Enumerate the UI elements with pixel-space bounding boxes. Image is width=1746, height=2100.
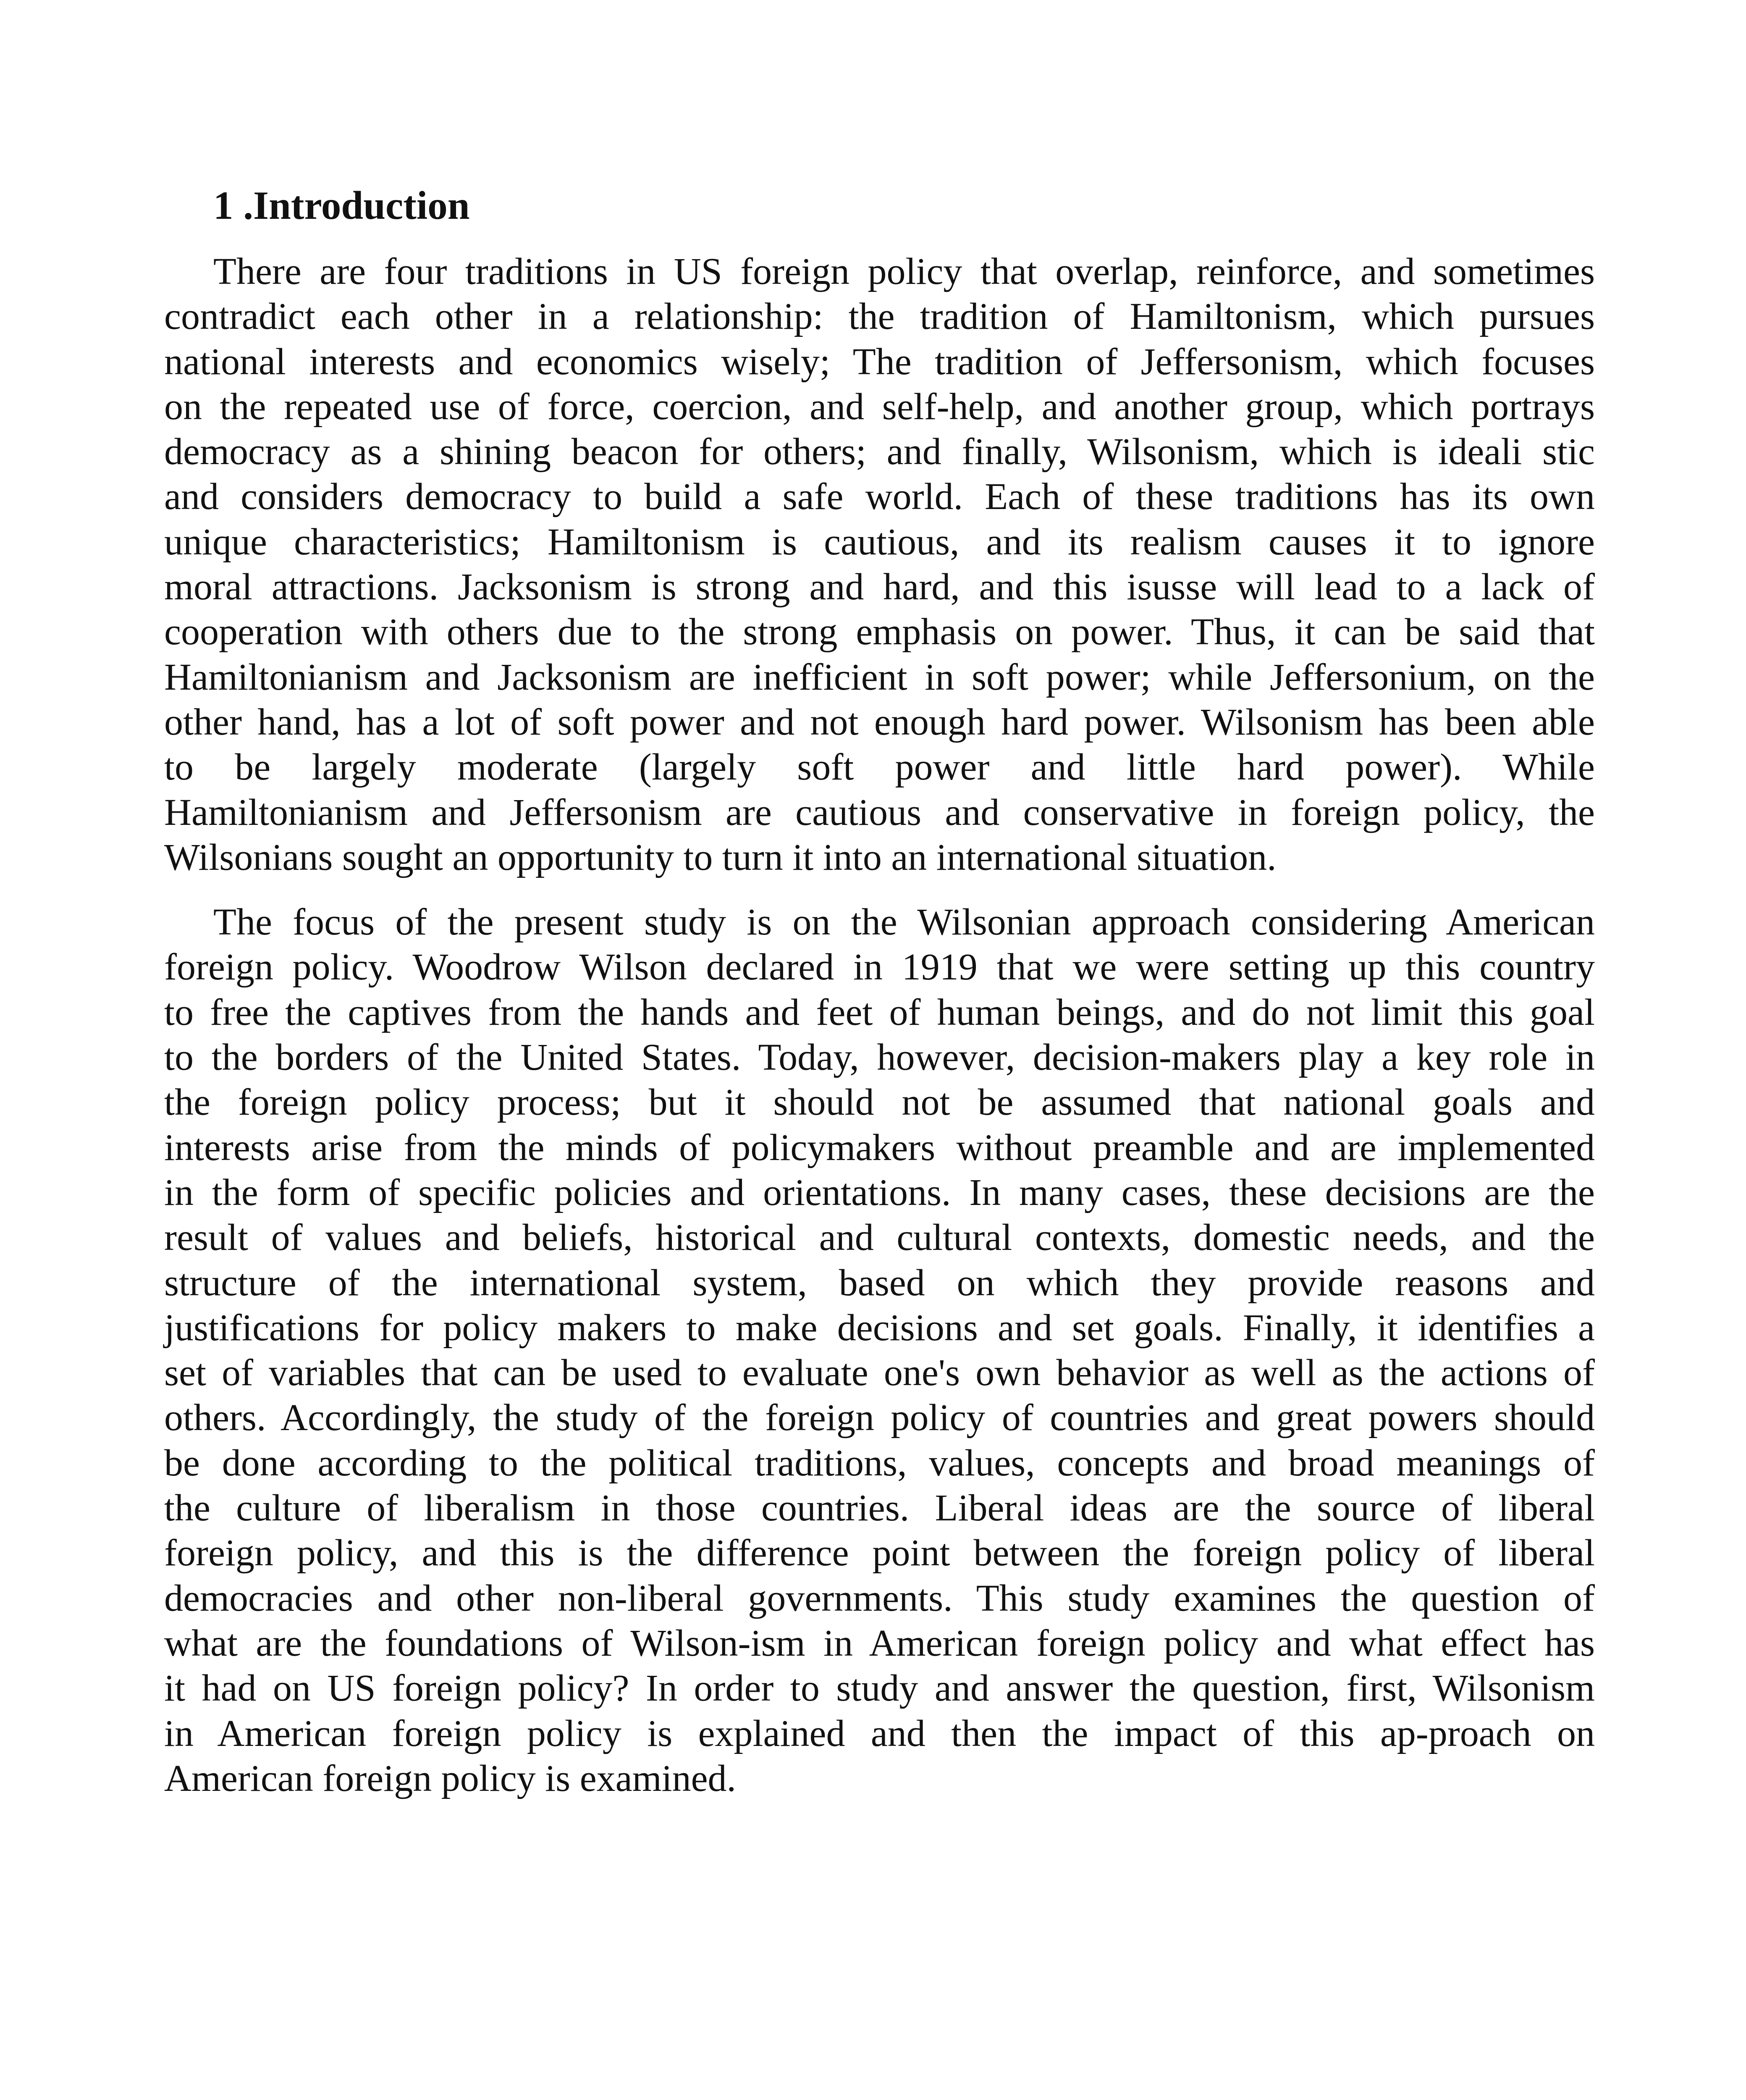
paragraph-line: interests arise from the minds of policymakers without preamble and are implemented — [164, 1126, 1595, 1168]
paragraph-line: cooperation with others due to the strong emphasis on power. Thus, it can be said that — [164, 611, 1595, 653]
body-paragraph-1 — [164, 249, 1595, 880]
paragraph-line: American foreign policy is examined. — [164, 1757, 737, 1799]
paragraph-line: Wilsonians sought an opportunity to turn it into an international situation. — [164, 836, 1277, 878]
paragraph-line: Hamiltonianism and Jeffersonism are cautious and conservative in foreign policy, the — [164, 791, 1595, 833]
paragraph-line: the foreign policy process; but it should not be assumed that national goals and — [164, 1082, 1595, 1124]
paragraph-line: in the form of specific policies and orientations. In many cases, these decisions are the — [164, 1171, 1595, 1213]
paragraph-line: contradict each other in a relationship: the tradition of Hamiltonism, which pursues — [164, 296, 1595, 338]
paragraph-line: set of variables that can be used to evaluate one's own behavior as well as the actions of — [164, 1352, 1595, 1394]
paragraph-line: be done according to the political traditions, values, concepts and broad meanings of — [164, 1442, 1595, 1484]
paragraph-line: democracies and other non-liberal governments. This study examines the question of — [164, 1577, 1595, 1619]
paragraph-line: what are the foundations of Wilson-ism in American foreign policy and what effect has — [164, 1622, 1595, 1664]
paragraph-line: others. Accordingly, the study of the foreign policy of countries and great powers should — [164, 1397, 1595, 1439]
paragraph-line: There are four traditions in US foreign policy that overlap, reinforce, and sometimes — [213, 251, 1595, 292]
paragraph-line: Hamiltonianism and Jacksonism are inefficient in soft power; while Jeffersonium, on the — [164, 656, 1595, 698]
paragraph-line: to the borders of the United States. Today, however, decision-makers play a key role in — [164, 1037, 1595, 1079]
paragraph-line: to free the captives from the hands and feet of human beings, and do not limit this goal — [164, 991, 1595, 1033]
paragraph-line: in American foreign policy is explained and then the impact of this ap-proach on — [164, 1712, 1595, 1754]
paragraph-line: and considers democracy to build a safe world. Each of these traditions has its own — [164, 476, 1595, 518]
paragraph-line: other hand, has a lot of soft power and not enough hard power. Wilsonism has been able — [164, 701, 1595, 743]
paragraph-line: on the repeated use of force, coercion, and self-help, and another group, which portrays — [164, 386, 1595, 428]
section-heading: 1 .Introduction — [213, 183, 470, 228]
paragraph-line: foreign policy, and this is the difference point between the foreign policy of liberal — [164, 1532, 1595, 1574]
paragraph-line: result of values and beliefs, historical and cultural contexts, domestic needs, and the — [164, 1217, 1595, 1259]
paragraph-line: The focus of the present study is on the Wilsonian approach considering American — [213, 901, 1595, 943]
paragraph-line: justifications for policy makers to make decisions and set goals. Finally, it identifies a — [164, 1307, 1595, 1349]
paragraph-line: unique characteristics; Hamiltonism is cautious, and its realism causes it to ignore — [164, 521, 1595, 563]
paragraph-line: foreign policy. Woodrow Wilson declared in 1919 that we were setting up this country — [164, 946, 1595, 988]
paragraph-line: structure of the international system, based on which they provide reasons and — [164, 1262, 1595, 1304]
paragraph-line: it had on US foreign policy? In order to study and answer the question, first, Wilsonism — [164, 1667, 1595, 1709]
paragraph-line: the culture of liberalism in those countries. Liberal ideas are the source of liberal — [164, 1487, 1595, 1529]
section-body — [164, 249, 1595, 1801]
body-paragraph-2 — [164, 900, 1595, 1801]
paragraph-line: moral attractions. Jacksonism is strong and hard, and this isusse will lead to a lack of — [164, 566, 1595, 608]
paragraph-line: to be largely moderate (largely soft power and little hard power). While — [164, 746, 1595, 788]
paragraph-line: national interests and economics wisely; The tradition of Jeffersonism, which focuses — [164, 341, 1595, 383]
paragraph-line: democracy as a shining beacon for others; and finally, Wilsonism, which is ideali stic — [164, 431, 1595, 473]
